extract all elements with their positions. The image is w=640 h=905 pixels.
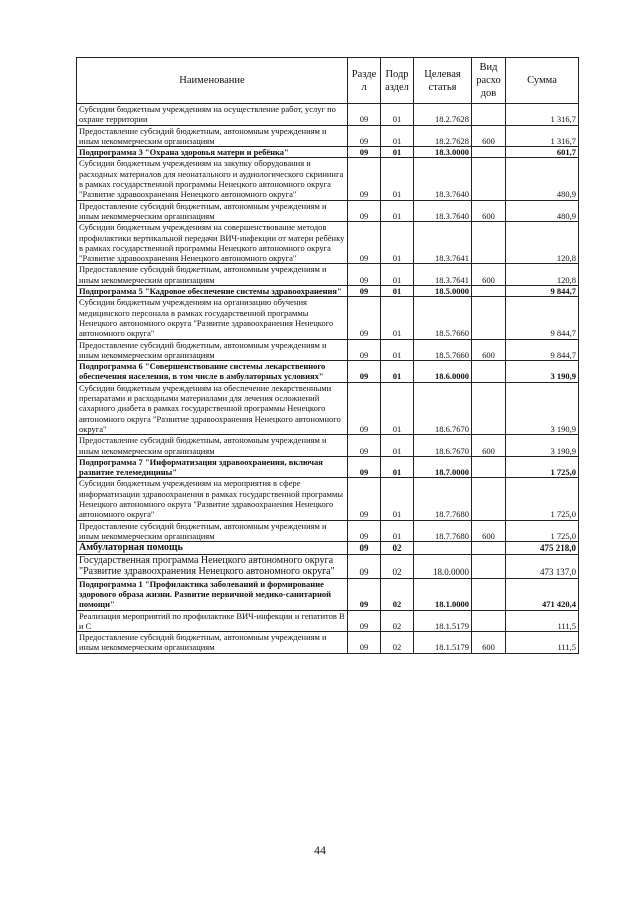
- row-name: Субсидии бюджетным учреждениям на осуществление работ, услуг по охране территории: [77, 104, 348, 126]
- row-sum: 9 844,7: [506, 339, 579, 361]
- row-target: 18.3.7640: [414, 158, 472, 200]
- row-name: Субсидии бюджетным учреждениям на мероприятия в сфере информатизации здравоохранения в рамках государственной программы Ненецкого автономного округа "Развитие здравоохранения Ненецкого автономного округа": [77, 478, 348, 520]
- row-subsection: 01: [381, 222, 414, 264]
- row-target: 18.0.0000: [414, 554, 472, 578]
- row-target: 18.1.0000: [414, 578, 472, 610]
- header-target: Целевая статья: [414, 58, 472, 104]
- row-target: 18.1.5179: [414, 610, 472, 632]
- header-section: Разде л: [348, 58, 381, 104]
- row-section: 09: [348, 382, 381, 434]
- row-name: Подпрограмма 1 "Профилактика заболеваний и формирование здорового образа жизни. Развитие первичной медико-санитарной помощи": [77, 578, 348, 610]
- row-sum: 1 316,7: [506, 125, 579, 147]
- row-subsection: 01: [381, 200, 414, 222]
- row-target: 18.7.7680: [414, 478, 472, 520]
- table-row: [77, 435, 579, 457]
- row-section: 09: [348, 478, 381, 520]
- row-subsection: 02: [381, 542, 414, 555]
- row-sum: 120,8: [506, 222, 579, 264]
- row-sum: 475 218,0: [506, 542, 579, 555]
- row-expense-type: [472, 554, 506, 578]
- row-section: 09: [348, 339, 381, 361]
- table-row: [77, 632, 579, 654]
- table-row: [77, 200, 579, 222]
- row-name: Субсидии бюджетным учреждениям на организацию обучения медицинского персонала в рамках государственной программы Ненецкого автономного округа "Развитие здравоохранения Ненецкого автономного округа": [77, 297, 348, 339]
- row-target: 18.6.0000: [414, 361, 472, 383]
- row-name: Предоставление субсидий бюджетным, автономным учреждениям и иным некоммерческим организациям: [77, 200, 348, 222]
- row-expense-type: [472, 578, 506, 610]
- row-section: 09: [348, 435, 381, 457]
- table-row: [77, 478, 579, 520]
- row-section: 09: [348, 200, 381, 222]
- row-expense-type: 600: [472, 339, 506, 361]
- row-section: 09: [348, 578, 381, 610]
- row-sum: 3 190,9: [506, 382, 579, 434]
- row-target: 18.6.7670: [414, 382, 472, 434]
- row-subsection: 01: [381, 286, 414, 297]
- row-sum: 1 725,0: [506, 456, 579, 478]
- row-target: 18.2.7628: [414, 104, 472, 126]
- row-subsection: 01: [381, 382, 414, 434]
- row-section: 09: [348, 542, 381, 555]
- row-sum: 473 137,0: [506, 554, 579, 578]
- table-row: [77, 286, 579, 297]
- row-subsection: 01: [381, 520, 414, 542]
- row-target: 18.7.7680: [414, 520, 472, 542]
- row-section: 09: [348, 610, 381, 632]
- row-section: 09: [348, 158, 381, 200]
- row-target: 18.5.0000: [414, 286, 472, 297]
- row-subsection: 01: [381, 158, 414, 200]
- table-row: [77, 104, 579, 126]
- table-row: [77, 520, 579, 542]
- table-row: [77, 361, 579, 383]
- row-target: 18.5.7660: [414, 339, 472, 361]
- row-sum: 3 190,9: [506, 361, 579, 383]
- row-subsection: 01: [381, 125, 414, 147]
- row-subsection: 01: [381, 435, 414, 457]
- row-expense-type: [472, 361, 506, 383]
- row-expense-type: 600: [472, 435, 506, 457]
- row-target: [414, 542, 472, 555]
- row-name: Предоставление субсидий бюджетным, автономным учреждениям и иным некоммерческим организациям: [77, 125, 348, 147]
- row-name: Предоставление субсидий бюджетным, автономным учреждениям и иным некоммерческим организациям: [77, 520, 348, 542]
- row-name: Предоставление субсидий бюджетным, автономным учреждениям и иным некоммерческим организациям: [77, 435, 348, 457]
- row-expense-type: [472, 610, 506, 632]
- row-subsection: 01: [381, 456, 414, 478]
- row-sum: 601,7: [506, 147, 579, 158]
- table-row: [77, 542, 579, 555]
- row-expense-type: [472, 158, 506, 200]
- row-expense-type: [472, 297, 506, 339]
- row-name: Государственная программа Ненецкого автономного округа "Развитие здравоохранения Ненецкого автономного округа": [77, 554, 348, 578]
- row-target: 18.2.7628: [414, 125, 472, 147]
- row-name: Субсидии бюджетным учреждениям на совершенствование методов профилактики вертикальной передачи ВИЧ-инфекции от матери ребёнку в рамках государственной программы Ненецкого автономного округа "Развитие здравоохранения Ненецкого автономного округа": [77, 222, 348, 264]
- row-sum: 3 190,9: [506, 435, 579, 457]
- row-subsection: 01: [381, 478, 414, 520]
- row-name: Подпрограмма 7 "Информатизация здравоохранения, включая развитие телемедицины": [77, 456, 348, 478]
- header-name: Наименование: [77, 58, 348, 104]
- row-section: 09: [348, 456, 381, 478]
- row-section: 09: [348, 297, 381, 339]
- table-row: [77, 456, 579, 478]
- row-section: 09: [348, 104, 381, 126]
- row-subsection: 01: [381, 264, 414, 286]
- row-name: Предоставление субсидий бюджетным, автономным учреждениям и иным некоммерческим организациям: [77, 632, 348, 654]
- table-row: [77, 578, 579, 610]
- row-expense-type: 600: [472, 520, 506, 542]
- page-number: 44: [314, 843, 326, 857]
- row-sum: 9 844,7: [506, 297, 579, 339]
- row-section: 09: [348, 554, 381, 578]
- row-section: 09: [348, 520, 381, 542]
- budget-table: [76, 57, 579, 654]
- row-expense-type: [472, 478, 506, 520]
- row-section: 09: [348, 286, 381, 297]
- row-name: Подпрограмма 3 "Охрана здоровья матери и ребёнка": [77, 147, 348, 158]
- table-row: [77, 222, 579, 264]
- row-section: 09: [348, 125, 381, 147]
- row-name: Предоставление субсидий бюджетным, автономным учреждениям и иным некоммерческим организациям: [77, 264, 348, 286]
- row-name: Амбулаторная помощь: [77, 542, 348, 555]
- row-expense-type: [472, 222, 506, 264]
- row-expense-type: [472, 542, 506, 555]
- row-expense-type: 600: [472, 125, 506, 147]
- row-sum: 1 316,7: [506, 104, 579, 126]
- row-name: Субсидии бюджетным учреждениям на закупку оборудования и расходных материалов для неонатального и аудиологического скрининга в рамках государственной программы Ненецкого автономного округа "Развитие здравоохранения Ненецкого автономного округа": [77, 158, 348, 200]
- table-row: [77, 554, 579, 578]
- row-expense-type: [472, 286, 506, 297]
- table-row: [77, 610, 579, 632]
- row-subsection: 01: [381, 104, 414, 126]
- row-subsection: 02: [381, 610, 414, 632]
- table-row: [77, 297, 579, 339]
- row-section: 09: [348, 632, 381, 654]
- row-target: 18.1.5179: [414, 632, 472, 654]
- table-row: [77, 382, 579, 434]
- row-expense-type: [472, 104, 506, 126]
- row-sum: 9 844,7: [506, 286, 579, 297]
- table-row: [77, 125, 579, 147]
- row-section: 09: [348, 147, 381, 158]
- row-subsection: 01: [381, 339, 414, 361]
- row-target: 18.3.7641: [414, 264, 472, 286]
- row-name: Подпрограмма 5 "Кадровое обеспечение системы здравоохранения": [77, 286, 348, 297]
- row-sum: 480,9: [506, 158, 579, 200]
- row-expense-type: [472, 456, 506, 478]
- row-expense-type: 600: [472, 200, 506, 222]
- row-sum: 1 725,0: [506, 520, 579, 542]
- row-name: Реализация мероприятий по профилактике ВИЧ-инфекции и гепатитов В и С: [77, 610, 348, 632]
- row-expense-type: [472, 147, 506, 158]
- row-target: 18.6.7670: [414, 435, 472, 457]
- row-target: 18.3.7641: [414, 222, 472, 264]
- row-sum: 120,8: [506, 264, 579, 286]
- row-subsection: 02: [381, 578, 414, 610]
- row-sum: 111,5: [506, 610, 579, 632]
- table-row: [77, 158, 579, 200]
- table-row: [77, 339, 579, 361]
- row-subsection: 01: [381, 297, 414, 339]
- header-expense-type: Вид расхо дов: [472, 58, 506, 104]
- row-sum: 471 420,4: [506, 578, 579, 610]
- row-sum: 1 725,0: [506, 478, 579, 520]
- table-body: [77, 104, 579, 654]
- row-expense-type: 600: [472, 264, 506, 286]
- table-header-row: [77, 58, 579, 104]
- row-subsection: 02: [381, 632, 414, 654]
- table-row: [77, 264, 579, 286]
- row-subsection: 01: [381, 361, 414, 383]
- header-sum: Сумма: [506, 58, 579, 104]
- row-target: 18.3.0000: [414, 147, 472, 158]
- row-name: Предоставление субсидий бюджетным, автономным учреждениям и иным некоммерческим организациям: [77, 339, 348, 361]
- row-sum: 111,5: [506, 632, 579, 654]
- row-subsection: 02: [381, 554, 414, 578]
- row-target: 18.5.7660: [414, 297, 472, 339]
- row-section: 09: [348, 361, 381, 383]
- row-sum: 480,9: [506, 200, 579, 222]
- row-target: 18.3.7640: [414, 200, 472, 222]
- row-name: Субсидии бюджетным учреждениям на обеспечение лекарственными препаратами и расходными материалами для лечения осложнений сахарного диабета в рамках государственной программы Ненецкого автономного округа "Развитие здравоохранения Ненецкого автономного округа": [77, 382, 348, 434]
- table-row: [77, 147, 579, 158]
- row-section: 09: [348, 264, 381, 286]
- row-subsection: 01: [381, 147, 414, 158]
- row-name: Подпрограмма 6 "Совершенствование системы лекарственного обеспечения населения, в том числе в амбулаторных условиях": [77, 361, 348, 383]
- row-expense-type: [472, 382, 506, 434]
- row-section: 09: [348, 222, 381, 264]
- header-subsection: Подр аздел: [381, 58, 414, 104]
- row-expense-type: 600: [472, 632, 506, 654]
- budget-sheet: [76, 57, 578, 654]
- row-target: 18.7.0000: [414, 456, 472, 478]
